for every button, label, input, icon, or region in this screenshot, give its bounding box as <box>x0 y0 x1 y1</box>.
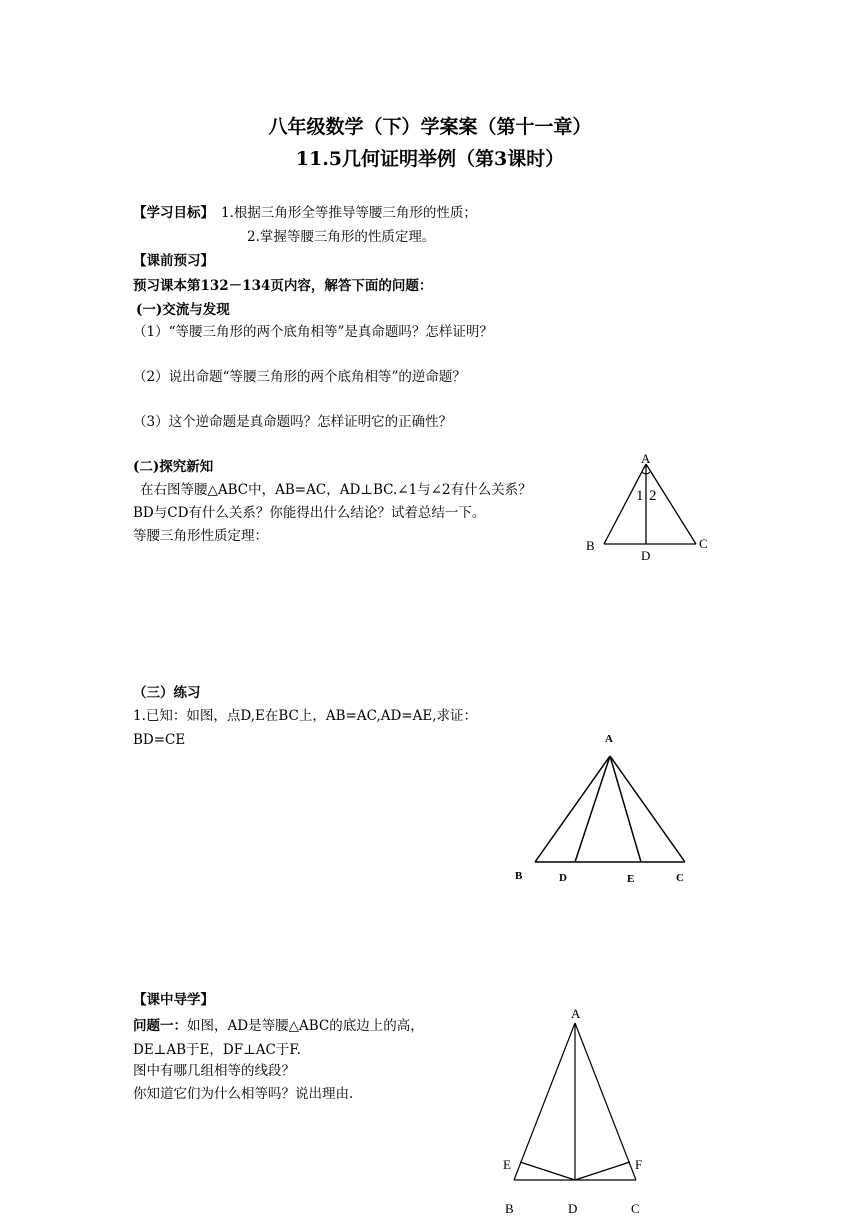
fig1-angle-1: 1 <box>636 488 644 504</box>
guide-heading: 【课中导学】 <box>133 992 214 1008</box>
fig3-label-d: D <box>568 1201 578 1216</box>
explore-line-3: 等腰三角形性质定理： <box>133 528 268 544</box>
goals-label: 【学习目标】 <box>133 205 214 221</box>
problem-1-text: 如图，AD是等腰△ABC的底边上的高， <box>187 1018 424 1034</box>
practice-line-2: BD=CE <box>133 732 186 748</box>
figure-isosceles-de <box>505 725 705 890</box>
fig3-label-f: F <box>635 1157 643 1172</box>
problem-1-line-4: 你知道它们为什么相等吗？说出理由. <box>133 1086 354 1102</box>
section-1-title: (一)交流与发现 <box>136 302 230 318</box>
fig2-label-b: B <box>515 870 523 882</box>
page-subtitle: 11.5几何证明举例（第3课时） <box>295 148 565 170</box>
fig1-label-b: B <box>586 538 595 553</box>
problem-1-label: 问题一： <box>133 1018 187 1034</box>
fig3-label-c: C <box>631 1201 640 1216</box>
section-2-title: (二)探究新知 <box>133 459 214 475</box>
practice-heading: （三）练习 <box>133 685 201 701</box>
fig3-label-e: E <box>503 1157 511 1172</box>
fig2-label-d: D <box>559 872 567 884</box>
figure-isosceles-perpendiculars <box>495 1002 665 1216</box>
practice-line-1: 1.已知：如图，点D,E在BC上，AB=AC,AD=AE,求证： <box>133 708 478 724</box>
fig2-label-e: E <box>627 873 635 885</box>
problem-1-line-2: DE⊥AB于E，DF⊥AC于F. <box>133 1042 301 1058</box>
fig1-label-c: C <box>699 536 708 551</box>
fig1-angle-2: 2 <box>649 488 657 504</box>
fig3-label-a: A <box>571 1006 581 1021</box>
fig3-label-b: B <box>505 1201 514 1216</box>
problem-1-line-1 <box>133 1017 424 1035</box>
preview-intro: 预习课本第132－134页内容，解答下面的问题： <box>133 278 433 294</box>
problem-1-line-3: 图中有哪几组相等的线段？ <box>133 1063 295 1079</box>
fig1-label-a: A <box>641 451 651 466</box>
fig1-label-d: D <box>641 548 651 563</box>
explore-line-2: BD与CD有什么关系？你能得出什么结论？试着总结一下。 <box>133 505 486 521</box>
page-title: 八年级数学（下）学案案（第十一章） <box>268 116 592 138</box>
preview-heading: 【课前预习】 <box>133 253 214 269</box>
goal-item-2: 2.掌握等腰三角形的性质定理。 <box>247 229 436 245</box>
fig2-label-a: A <box>605 733 613 745</box>
goal-item-1: 1.根据三角形全等推导等腰三角形的性质； <box>221 205 477 221</box>
question-1: （1）“等腰三角形的两个底角相等”是真命题吗？怎样证明？ <box>133 324 493 340</box>
question-3: （3）这个逆命题是真命题吗？怎样证明它的正确性？ <box>133 414 453 430</box>
figure-isosceles-altitude <box>580 448 730 568</box>
question-2: （2）说出命题“等腰三角形的两个底角相等”的逆命题？ <box>133 369 466 385</box>
explore-line-1: 在右图等腰△ABC中，AB=AC，AD⊥BC.∠1与∠2有什么关系？ <box>140 482 532 498</box>
fig2-label-c: C <box>676 872 684 884</box>
